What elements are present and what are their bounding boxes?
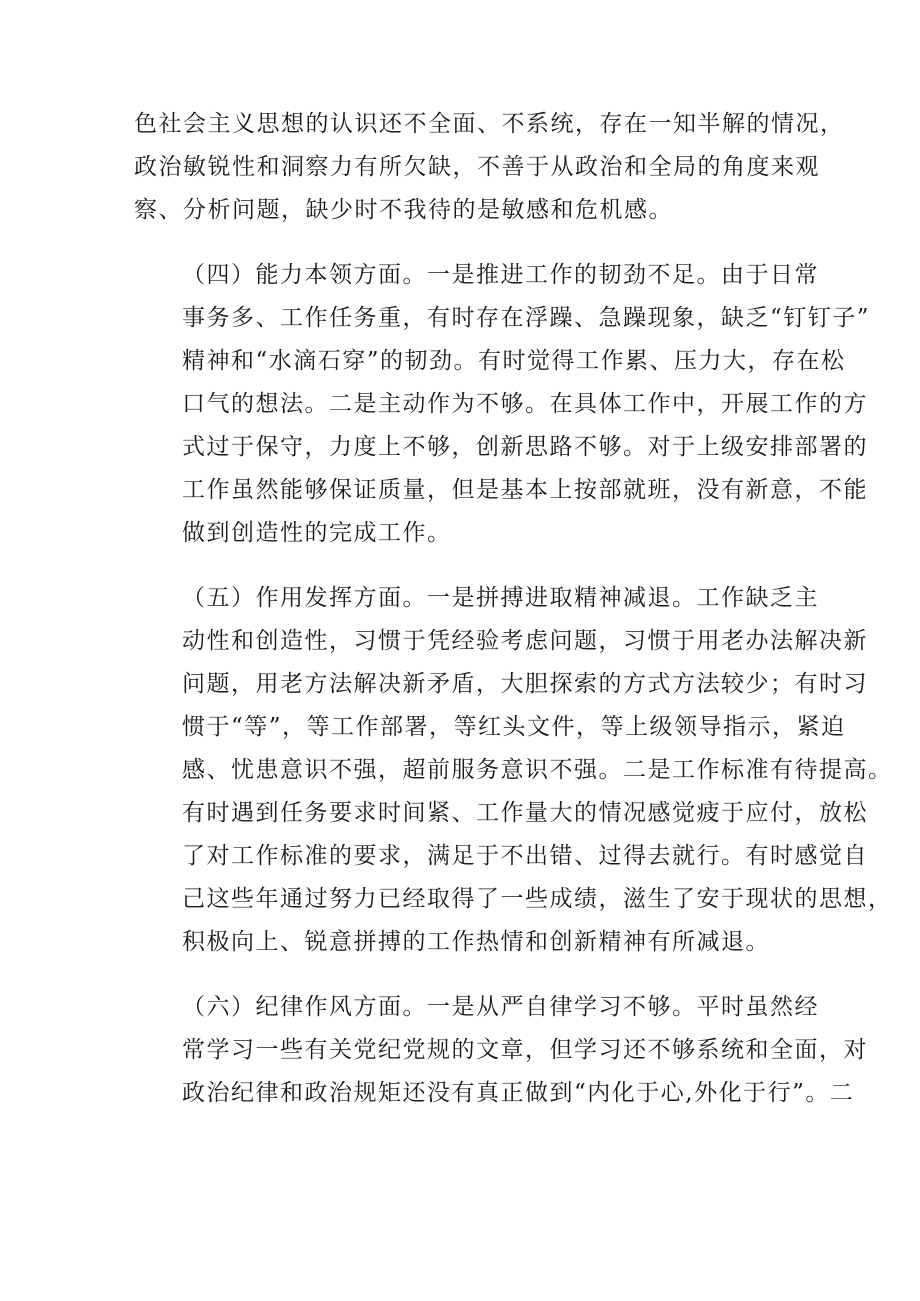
text-line: 有时遇到任务要求时间紧、工作量大的情况感觉疲于应付，放松	[182, 800, 868, 826]
text-line: 政治敏锐性和洞察力有所欠缺，不善于从政治和全局的角度来观	[134, 154, 820, 180]
text-line: 色社会主义思想的认识还不全面、不系统，存在一知半解的情况，	[134, 111, 845, 137]
text-line: 问题，用老方法解决新矛盾，大胆探索的方式方法较少；有时习	[182, 671, 868, 697]
text-line: 感、忧患意识不强，超前服务意识不强。二是工作标准有待提高。	[182, 757, 893, 783]
text-line: 积极向上、锐意拼搏的工作热情和创新精神有所减退。	[182, 929, 770, 955]
text-line: 式过于保守，力度上不够，创新思路不够。对于上级安排部署的	[182, 434, 868, 460]
text-line: 动性和创造性，习惯于凭经验考虑问题，习惯于用老办法解决新	[182, 628, 868, 654]
text-line: 事务多、工作任务重，有时存在浮躁、急躁现象，缺乏“钉钉子”	[182, 305, 871, 331]
text-line: 政治纪律和政治规矩还没有真正做到“内化于心,外化于行”。二	[182, 1080, 855, 1106]
text-line: 了对工作标准的要求，满足于不出错、过得去就行。有时感觉自	[182, 843, 868, 869]
text-line: 做到创造性的完成工作。	[182, 520, 452, 546]
paragraph-discipline-style	[134, 986, 868, 1115]
text-line: 工作虽然能够保证质量，但是基本上按部就班，没有新意，不能	[182, 477, 868, 503]
text-line: （六）纪律作风方面。一是从严自律学习不够。平时虽然经	[182, 994, 819, 1020]
paragraph-ability-skills	[134, 254, 871, 555]
paragraph-role-performance	[134, 577, 893, 964]
paragraph-ideology-understanding	[134, 103, 845, 232]
document-body	[134, 103, 893, 1137]
text-line: （四）能力本领方面。一是推进工作的韧劲不足。由于日常	[182, 262, 819, 288]
text-line: 惯于“等”，等工作部署，等红头文件，等上级领导指示，紧迫	[182, 714, 846, 740]
text-line: 察、分析问题，缺少时不我待的是敏感和危机感。	[134, 197, 673, 223]
text-line: 己这些年通过努力已经取得了一些成绩，滋生了安于现状的思想，	[182, 886, 893, 912]
text-line: 精神和“水滴石穿”的韧劲。有时觉得工作累、压力大，存在松	[182, 348, 846, 374]
text-line: 常学习一些有关党纪党规的文章，但学习还不够系统和全面，对	[182, 1037, 868, 1063]
text-line: 口气的想法。二是主动作为不够。在具体工作中，开展工作的方	[182, 391, 868, 417]
text-line: （五）作用发挥方面。一是拼搏进取精神减退。工作缺乏主	[182, 585, 819, 611]
